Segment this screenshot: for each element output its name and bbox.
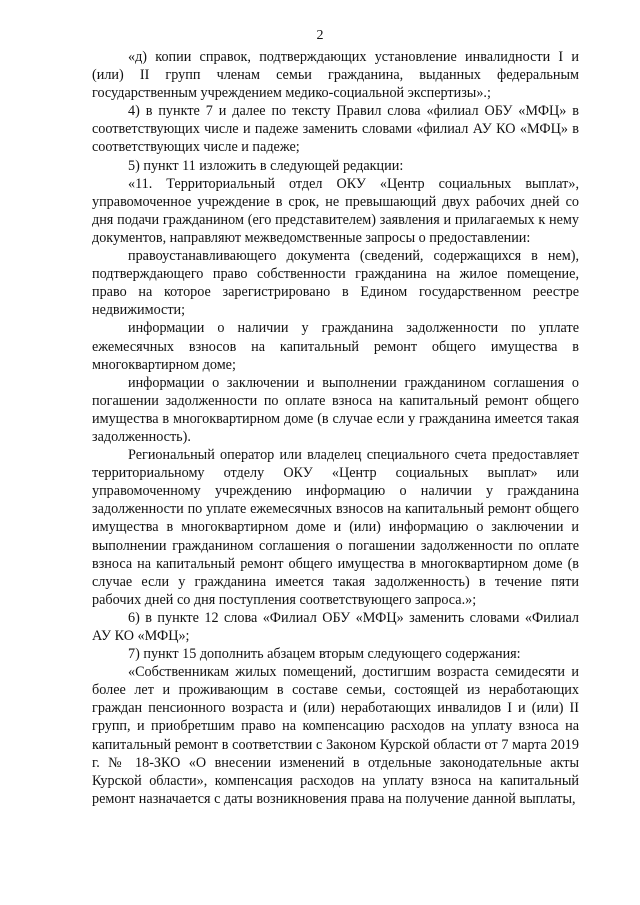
paragraph-d-certificates: «д) копии справок, подтверждающих установление инвалидности I и (или) II групп членам семьи гражданина, выданных федеральным государственным учреждением медико-социальной экспертизы».; (92, 49, 579, 102)
paragraph-clause-11: «11. Территориальный отдел ОКУ «Центр социальных выплат», управомоченное учреждение в срок, не превышающий двух рабочих дней со дня подачи гражданином (его представителем) заявления и прилагаемых к нему документов, направляют межведомственные запросы о предоставлении: (92, 175, 579, 246)
paragraph-item-4: 4) в пункте 7 и далее по тексту Правил слова «филиал ОБУ «МФЦ» в соответствующих числе и падеже заменить словами «филиал АУ КО «МФЦ» в соответствующих числе и падеже; (92, 103, 579, 156)
paragraph-agreement-info: информации о заключении и выполнении гражданином соглашения о погашении задолженности по оплате взноса на капитальный ремонт общего имущества в многоквартирном доме (в случае если у гражданина имеется такая задолженность). (92, 374, 579, 445)
document-body (92, 48, 579, 808)
paragraph-regional-operator: Региональный оператор или владелец специального счета предоставляет территориальному отделу ОКУ «Центр социальных выплат» или управомоченному учреждению информацию о наличии у гражданина задолженности по уплате ежемесячных взносов на капитальный ремонт общего имущества в многоквартирном доме и (или) информацию о заключении и выполнении гражданином соглашения о погашении задолженности по оплате взноса на капитальный ремонт общего имущества в многоквартирном доме (в случае если у гражданина имеется такая задолженность) в течение пяти рабочих дней со дня поступления соответствующего запроса.»; (92, 447, 579, 608)
paragraph-item-7: 7) пункт 15 дополнить абзацем вторым следующего содержания: (128, 646, 521, 663)
paragraph-item-6: 6) в пункте 12 слова «Филиал ОБУ «МФЦ» заменить словами «Филиал АУ КО «МФЦ»; (92, 609, 579, 644)
page-number: 2 (316, 28, 324, 43)
paragraph-title-document: правоустанавливающего документа (сведений, содержащихся в нем), подтверждающего право собственности гражданина на жилое помещение, право на которое зарегистрировано в Едином государственном реестре недвижимости; (92, 248, 579, 319)
paragraph-item-5: 5) пункт 11 изложить в следующей редакции: (128, 157, 404, 174)
paragraph-debt-info: информации о наличии у гражданина задолженности по уплате ежемесячных взносов на капитальный ремонт общего имущества в многоквартирном доме; (92, 320, 579, 373)
paragraph-owners-compensation: «Собственникам жилых помещений, достигшим возраста семидесяти и более лет и проживающим в составе семьи, состоящей из неработающих граждан пенсионного возраста и (или) неработающих инвалидов I и (или) II групп, и приобретшим право на компенсацию расходов на уплату взноса на капитальный ремонт в соответствии с Законом Курской области от 7 марта 2019 г. № 18-ЗКО «О внесении изменений в отдельные законодательные акты Курской области», компенсация расходов на уплату взноса на капитальный ремонт назначается с даты возникновения права на получение данной выплаты, (92, 664, 579, 807)
